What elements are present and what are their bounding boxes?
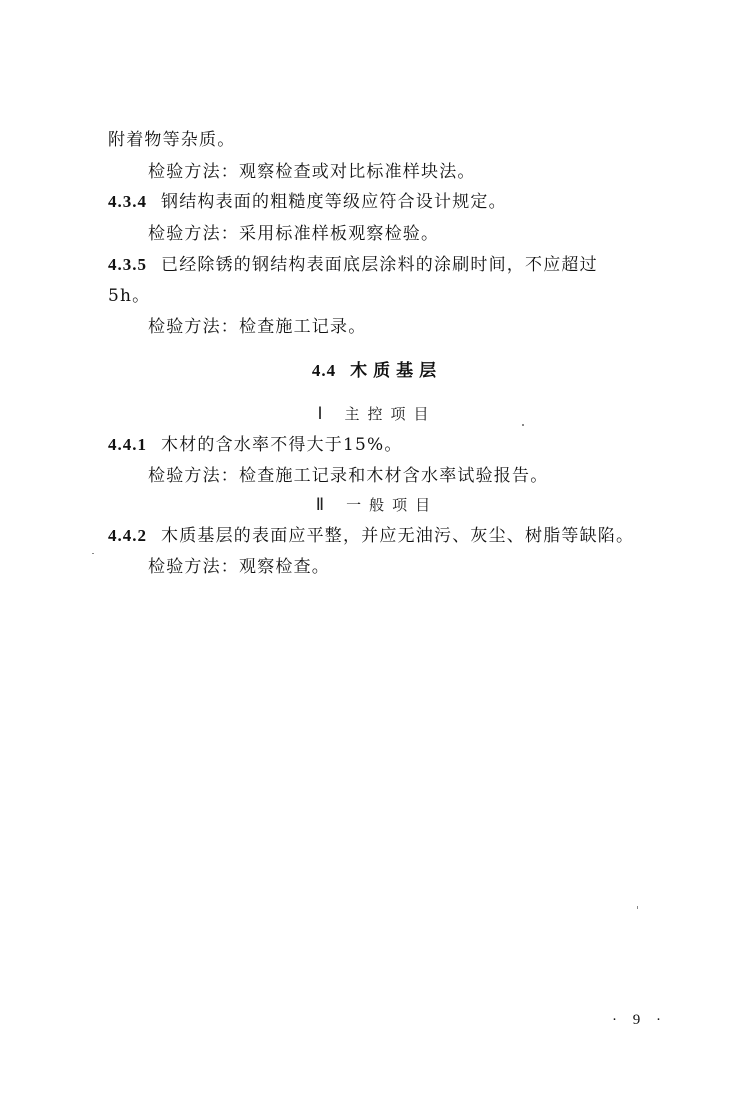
scan-speck (522, 424, 524, 426)
clause-4-3-5 (108, 253, 598, 277)
clause-text: 木材的含水率不得大于15%。 (161, 435, 403, 455)
section-title: 木质基层 (350, 361, 443, 381)
page-number: · 9 · (612, 1012, 667, 1028)
paragraph-text: 附着物等杂质。 (108, 130, 236, 150)
section-number: 4.4 (311, 361, 337, 380)
inspection-method (148, 555, 330, 579)
method-text: 检验方法：检查施工记录和木材含水率试验报告。 (148, 466, 549, 486)
roman-numeral: Ⅰ (317, 404, 323, 423)
paragraph-continuation (108, 128, 235, 152)
clause-text: 钢结构表面的粗糙度等级应符合设计规定。 (161, 192, 507, 212)
inspection-method (148, 315, 366, 339)
section-heading (0, 356, 754, 381)
inspection-method (148, 222, 439, 246)
clause-text: 5h。 (108, 286, 151, 306)
inspection-method (148, 160, 476, 184)
clause-4-4-1 (108, 433, 403, 457)
subheading-text: 一般项目 (346, 496, 439, 514)
scan-speck (637, 906, 638, 909)
subheading-main-control (0, 403, 754, 424)
subheading-general (0, 494, 754, 515)
roman-numeral: Ⅱ (315, 495, 325, 514)
method-text: 检验方法：观察检查或对比标准样块法。 (148, 162, 476, 182)
method-text: 检验方法：观察检查。 (148, 557, 330, 577)
clause-number: 4.3.4 (108, 192, 147, 211)
clause-number: 4.4.2 (108, 526, 147, 545)
clause-4-4-2 (108, 524, 634, 548)
clause-text: 木质基层的表面应平整，并应无油污、灰尘、树脂等缺陷。 (161, 526, 635, 546)
clause-4-3-4 (108, 190, 507, 214)
inspection-method (148, 464, 548, 488)
clause-number: 4.3.5 (108, 255, 147, 274)
clause-text: 已经除锈的钢结构表面底层涂料的涂刷时间，不应超过 (161, 255, 598, 275)
scan-speck (92, 553, 94, 554)
method-text: 检验方法：采用标准样板观察检验。 (148, 224, 440, 244)
subheading-text: 主控项目 (344, 405, 437, 423)
clause-number: 4.4.1 (108, 435, 147, 454)
clause-4-3-5-continuation (108, 284, 150, 308)
method-text: 检验方法：检查施工记录。 (148, 317, 367, 337)
